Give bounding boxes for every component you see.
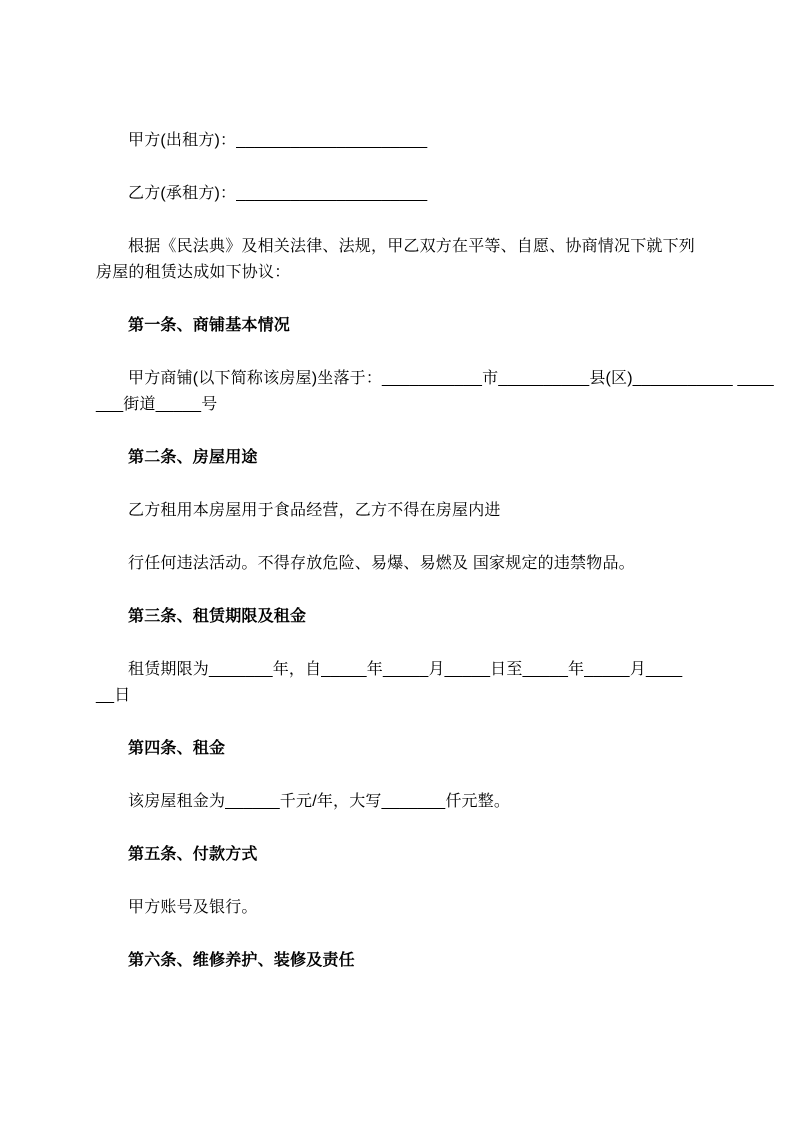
clause-heading	[96, 445, 697, 471]
contract-paragraph	[96, 181, 697, 207]
text-line: 乙方租用本房屋用于食品经营，乙方不得在房屋内进	[128, 502, 501, 519]
text-line: 该房屋租金为______千元/年，大写_______仟元整。	[128, 793, 511, 810]
text-line: 第四条、租金	[128, 740, 226, 757]
contract-paragraph	[96, 128, 697, 154]
text-line: 第五条、付款方式	[128, 846, 258, 863]
text-line: 租赁期限为_______年，自_____年_____月_____日至_____年_____月____	[128, 661, 683, 678]
text-line: ___街道_____号	[96, 396, 218, 413]
text-line: 根据《民法典》及相关法律、法规，甲乙双方在平等、自愿、协商情况下就下列	[128, 238, 696, 255]
contract-paragraph	[96, 895, 697, 921]
document-body	[96, 128, 774, 1001]
clause-heading	[96, 736, 697, 762]
text-line: 行任何违法活动。不得存放危险、易爆、易燃及 国家规定的违禁物品。	[128, 555, 635, 572]
clause-heading	[96, 948, 697, 974]
contract-paragraph	[96, 551, 697, 577]
text-line: 乙方(承租方)：_____________________	[128, 185, 428, 202]
clause-heading	[96, 313, 697, 339]
contract-paragraph	[96, 657, 697, 709]
text-line: 房屋的租赁达成如下协议：	[96, 264, 291, 281]
text-line: 甲方账号及银行。	[128, 899, 258, 916]
text-line: 第三条、租赁期限及租金	[128, 608, 307, 625]
contract-paragraph	[96, 234, 697, 286]
contract-paragraph	[96, 366, 774, 418]
text-line: 第六条、维修养护、装修及责任	[128, 952, 355, 969]
text-line: 甲方(出租方)：_____________________	[128, 132, 428, 149]
clause-heading	[96, 842, 697, 868]
text-line: 第二条、房屋用途	[128, 449, 258, 466]
text-line: 第一条、商铺基本情况	[128, 317, 291, 334]
contract-paragraph	[96, 498, 697, 524]
text-line: 甲方商铺(以下简称该房屋)坐落于：___________市__________县(区)___________ ____	[128, 370, 774, 387]
contract-paragraph	[96, 789, 697, 815]
text-line: __日	[96, 687, 131, 704]
clause-heading	[96, 604, 697, 630]
